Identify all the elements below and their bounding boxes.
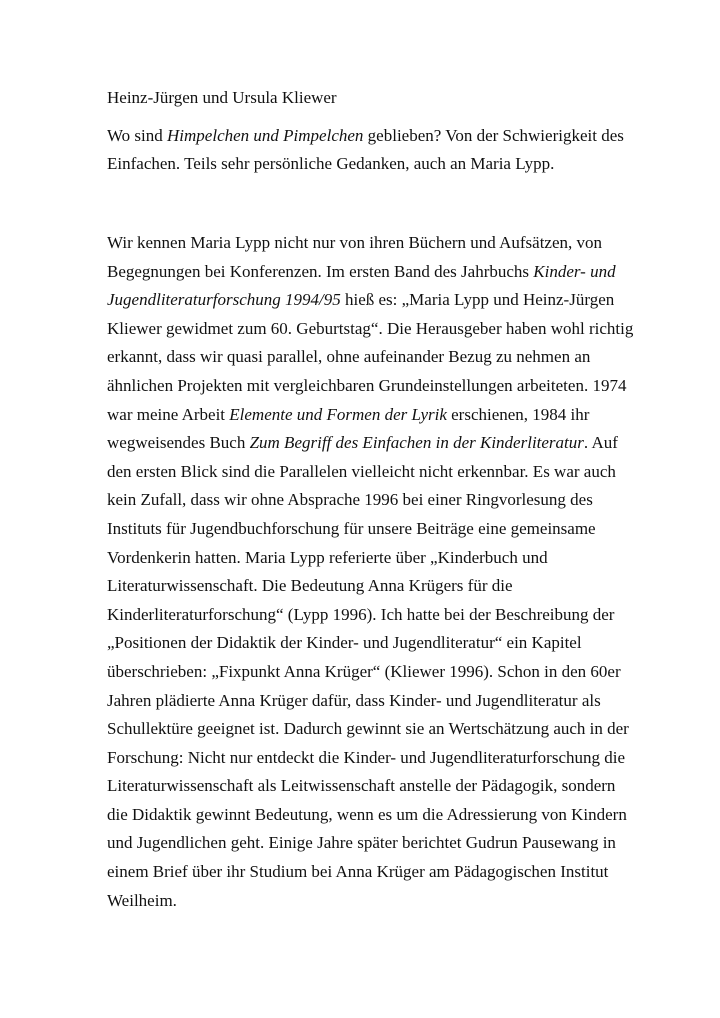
body-line	[107, 429, 647, 458]
body-text: hieß es: „Maria Lypp und Heinz-Jürgen	[340, 290, 615, 310]
body-line: „Positionen der Didaktik der Kinder- und Jugendliteratur“ ein Kapitel	[107, 633, 582, 653]
body-line: Forschung: Nicht nur entdeckt die Kinder- und Jugendliteraturforschung die	[107, 747, 626, 767]
body-text: . Auf	[583, 433, 618, 453]
body-line: Weilheim.	[107, 890, 177, 910]
body-line: Kinderliteraturforschung“ (Lypp 1996). Ich hatte bei der Beschreibung der	[107, 604, 615, 624]
title-italic-text: Himpelchen und Pimpelchen	[167, 126, 364, 145]
body-line	[107, 286, 647, 315]
body-line: und Jugendlichen geht. Einige Jahre später berichtet Gudrun Pausewang in	[107, 833, 616, 853]
body-line	[107, 258, 647, 287]
body-text: erschienen, 1984 ihr	[446, 404, 590, 424]
body-line: kein Zufall, dass wir ohne Absprache 1996 bei einer Ringvorlesung des	[107, 490, 593, 510]
body-line: ähnlichen Projekten mit vergleichbaren Grundeinstellungen arbeiteten. 1974	[107, 375, 627, 395]
body-text: wegweisendes Buch	[107, 433, 250, 453]
author-line: Heinz-Jürgen und Ursula Kliewer	[107, 88, 337, 107]
body-line: den ersten Blick sind die Parallelen vielleicht nicht erkennbar. Es war auch	[107, 461, 616, 481]
body-line: Literaturwissenschaft als Leitwissenschaft anstelle der Pädagogik, sondern	[107, 776, 616, 796]
body-line: Jahren plädierte Anna Krüger dafür, dass Kinder- und Jugendliteratur als	[107, 690, 601, 710]
body-line: Wir kennen Maria Lypp nicht nur von ihren Büchern und Aufsätzen, von	[107, 233, 603, 252]
body-line: Vordenkerin hatten. Maria Lypp referierte über „Kinderbuch und	[107, 547, 548, 567]
book-title-italic: Zum Begriff des Einfachen in der Kinderliteratur	[249, 433, 584, 453]
document-title	[107, 122, 647, 178]
book-title-italic: Elemente und Formen der Lyrik	[229, 404, 447, 424]
body-line: erkannt, dass wir quasi parallel, ohne aufeinander Bezug zu nehmen an	[107, 347, 591, 367]
book-title-italic: Jugendliteraturforschung 1994/95	[107, 290, 341, 310]
body-line: Instituts für Jugendbuchforschung für unsere Beiträge eine gemeinsame	[107, 518, 596, 538]
title-text: geblieben? Von der Schwierigkeit des	[363, 126, 624, 145]
body-line: einem Brief über ihr Studium bei Anna Krüger am Pädagogischen Institut	[107, 862, 609, 882]
body-paragraph	[107, 229, 647, 915]
book-title-italic: Kinder- und	[533, 261, 616, 281]
title-line	[107, 122, 647, 150]
body-line: Schullektüre geeignet ist. Dadurch gewinnt sie an Wertschätzung auch in der	[107, 719, 629, 739]
body-line	[107, 401, 647, 430]
body-text: Begegnungen bei Konferenzen. Im ersten Band des Jahrbuchs	[107, 261, 534, 281]
body-text: war meine Arbeit	[107, 404, 230, 424]
title-line: Einfachen. Teils sehr persönliche Gedanken, auch an Maria Lypp.	[107, 154, 555, 173]
body-line: Literaturwissenschaft. Die Bedeutung Anna Krügers für die	[107, 576, 513, 596]
body-line: die Didaktik gewinnt Bedeutung, wenn es um die Adressierung von Kindern	[107, 804, 627, 824]
body-line: überschrieben: „Fixpunkt Anna Krüger“ (Kliewer 1996). Schon in den 60er	[107, 661, 621, 681]
body-line: Kliewer gewidmet zum 60. Geburtstag“. Die Herausgeber haben wohl richtig	[107, 318, 634, 338]
title-text: Wo sind	[107, 126, 168, 145]
